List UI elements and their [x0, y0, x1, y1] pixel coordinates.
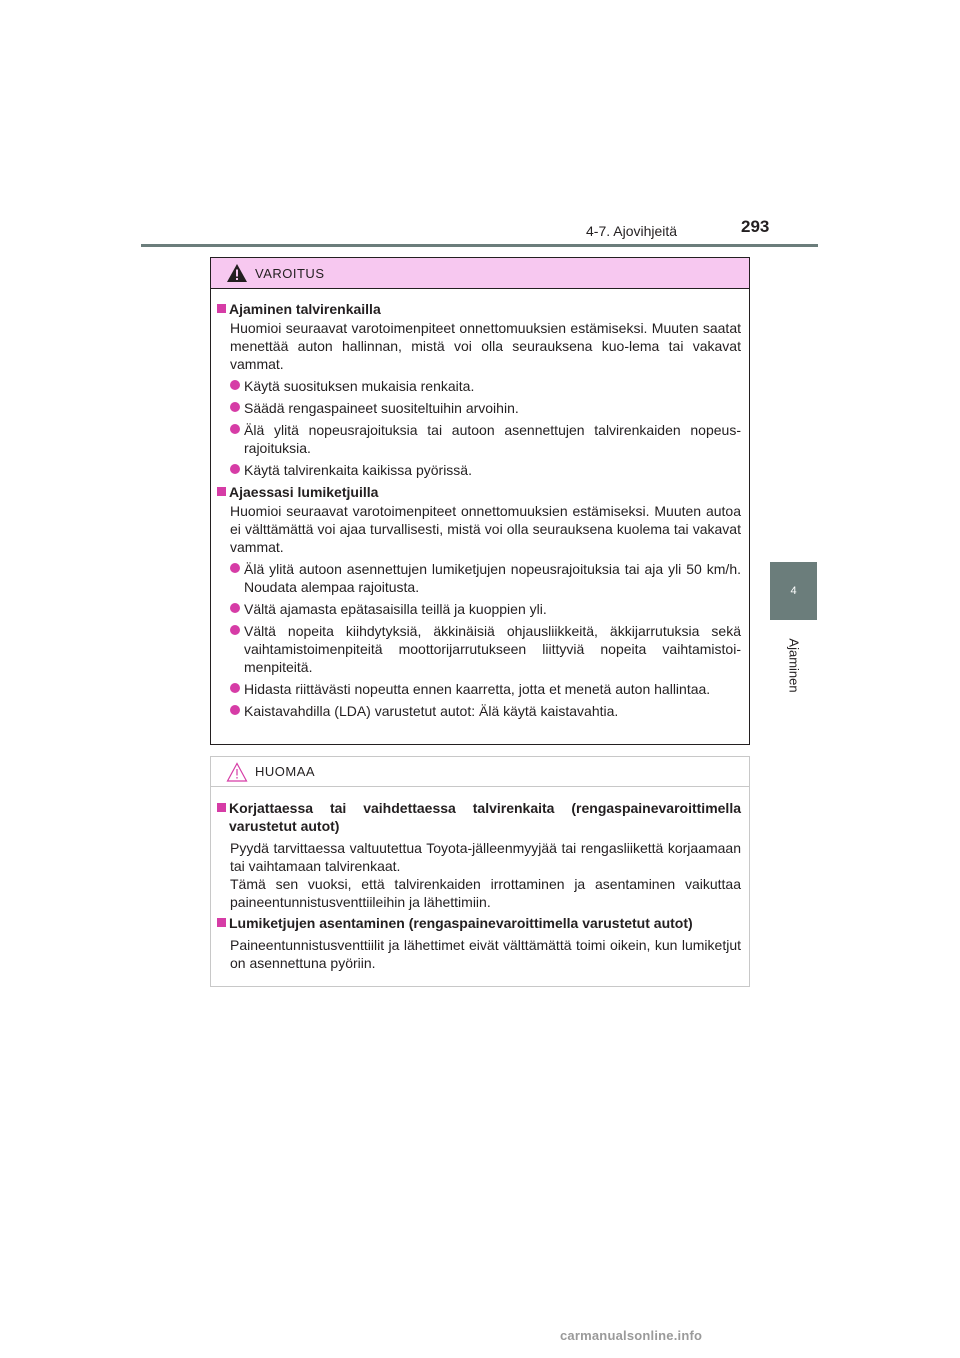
square-bullet-icon	[217, 487, 226, 496]
notice-body	[211, 787, 749, 972]
notice-title: HUOMAA	[255, 764, 316, 779]
notice-section-text: Pyydä tarvittaessa valtuutettua Toyota-jälleenmyyjää tai rengasliikettä korjaamaan tai vaihtamaan talvirenkaat.	[230, 840, 741, 874]
notice-box	[210, 756, 750, 987]
round-bullet-icon	[230, 603, 240, 613]
warning-section-text: Huomioi seuraavat varotoimenpiteet onnettomuuksien estämiseksi. Muuten autoa ei välttämättä voi ajaa turvallisesti, mistä voi olla seurauksena kuolema tai vakavat vammat.	[230, 503, 741, 555]
round-bullet-icon	[230, 464, 240, 474]
chapter-number: 4	[790, 585, 797, 597]
chapter-label	[780, 630, 808, 700]
square-bullet-icon	[217, 918, 226, 927]
notice-section-text: Paineentunnistusventtiilit ja lähettimet eivät välttämättä toimi oikein, kun lumiketjut on asennettuna pyöriin.	[230, 937, 741, 971]
warning-section-text: Huomioi seuraavat varotoimenpiteet onnettomuuksien estämiseksi. Muuten saatat menettää auton hallinnan, mistä voi olla seurauksena kuo-lema tai vakavat vammat.	[230, 320, 741, 372]
round-bullet-icon	[230, 424, 240, 434]
header-rule	[141, 244, 818, 247]
warning-triangle-icon	[226, 263, 248, 283]
list-item: Vältä nopeita kiihdytyksiä, äkkinäisiä ohjausliikkeitä, äkkijarrutuksia sekä vaihtamistoimenpiteitä moottorijarrutukseen liittyviä nopeita vaihtamistoi-menpiteitä.	[217, 622, 741, 676]
list-item: Käytä talvirenkaita kaikissa pyörissä.	[217, 461, 741, 479]
round-bullet-icon	[230, 563, 240, 573]
round-bullet-icon	[230, 705, 240, 715]
notice-section-title: Korjattaessa tai vaihdettaessa talvirenkaita (rengaspainevaroittimella varustetut autot)	[217, 799, 741, 835]
list-item: Säädä rengaspaineet suositeltuihin arvoihin.	[217, 399, 741, 417]
list-item: Älä ylitä autoon asennettujen lumiketjujen nopeusrajoituksia tai aja yli 50 km/h. Noudata alempaa rajoitusta.	[217, 560, 741, 596]
warning-section-title: Ajaessasi lumiketjuilla	[217, 483, 741, 501]
warning-box	[210, 257, 750, 745]
notice-header	[211, 757, 749, 787]
caution-triangle-icon	[226, 762, 248, 782]
warning-bullet-list	[217, 560, 741, 720]
round-bullet-icon	[230, 625, 240, 635]
round-bullet-icon	[230, 402, 240, 412]
warning-bullet-list	[217, 377, 741, 479]
list-item: Älä ylitä nopeusrajoituksia tai autoon asennettujen talvirenkaiden nopeus-rajoituksia.	[217, 421, 741, 457]
square-bullet-icon	[217, 803, 226, 812]
square-bullet-icon	[217, 304, 226, 313]
round-bullet-icon	[230, 683, 240, 693]
list-item: Käytä suosituksen mukaisia renkaita.	[217, 377, 741, 395]
page-header	[0, 0, 960, 250]
chapter-label-text: Ajaminen	[786, 637, 802, 693]
chapter-tab	[770, 562, 817, 620]
warning-section-title: Ajaminen talvirenkailla	[217, 300, 741, 318]
warning-body	[211, 289, 749, 720]
round-bullet-icon	[230, 380, 240, 390]
list-item: Kaistavahdilla (LDA) varustetut autot: Älä käytä kaistavahtia.	[217, 702, 741, 720]
section-label: 4-7. Ajovihjeitä	[586, 223, 678, 239]
page-number: 293	[741, 217, 770, 236]
list-item: Hidasta riittävästi nopeutta ennen kaarretta, jotta et menetä auton hallintaa.	[217, 680, 741, 698]
warning-header	[211, 258, 749, 289]
notice-section-title: Lumiketjujen asentaminen (rengaspainevaroittimella varustetut autot)	[217, 914, 741, 932]
list-item: Vältä ajamasta epätasaisilla teillä ja kuoppien yli.	[217, 600, 741, 618]
notice-section-text: Tämä sen vuoksi, että talvirenkaiden irrottaminen ja asentaminen vaikuttaa paineentunnistusventtiileihin ja lähettimiin.	[230, 876, 741, 910]
warning-title: VAROITUS	[255, 265, 325, 281]
watermark: carmanualsonline.info	[560, 1328, 703, 1343]
